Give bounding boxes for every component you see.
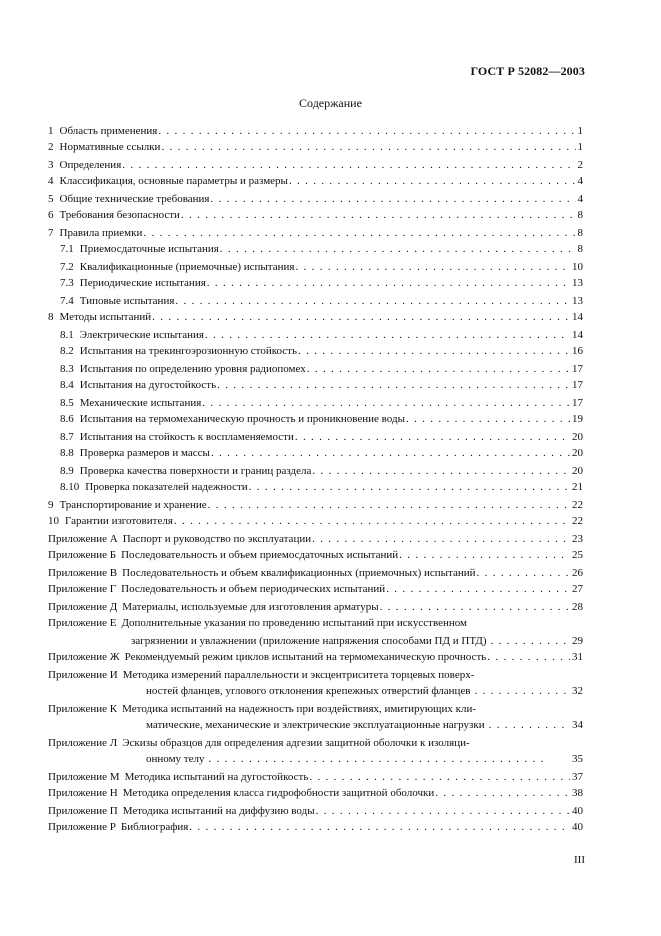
dot-leader (307, 362, 570, 376)
toc-entry-page: 17 (572, 397, 583, 409)
toc-annex-page: 34 (572, 719, 583, 731)
toc-entry-page: 20 (572, 447, 583, 459)
toc-entry-label: Правила приемки (59, 227, 143, 239)
dot-leader (477, 566, 570, 580)
toc-annex-number: Приложение В (48, 567, 118, 579)
dot-leader (406, 412, 570, 426)
dot-leader (202, 396, 570, 410)
toc-annex-continuation[interactable] (146, 752, 583, 766)
toc-annex-label: Материалы, используемые для изготовления арматуры (122, 601, 379, 613)
dot-leader (208, 752, 570, 766)
toc-entry-page: 19 (572, 413, 583, 425)
toc-entry-number: 7.1 (60, 243, 74, 255)
dot-leader (289, 174, 576, 188)
toc-entry-number: 7 (48, 227, 54, 239)
toc-entry-label: Приемосдаточные испытания (79, 243, 219, 255)
toc-entry-page: 20 (572, 465, 583, 477)
toc-annex-label-continuation: ностей фланцев, углового отклонения крепежных отверстий фланцев (146, 685, 471, 697)
toc-entry-number: 8.4 (60, 379, 74, 391)
dot-leader (435, 786, 570, 800)
toc-entry[interactable] (48, 174, 583, 188)
toc-entry-label: Определения (59, 159, 122, 171)
toc-annex-label: Паспорт и руководство по эксплуатации (122, 533, 312, 545)
toc-annex-label: Эскизы образцов для определения адгезии защитной оболочки к изоляци- (122, 737, 470, 749)
toc-entry[interactable] (48, 498, 583, 512)
toc-annex-label: Методика испытаний на надежность при воздействиях, имитирующих кли- (122, 703, 477, 715)
dot-leader (143, 226, 575, 240)
toc-entry-page: 8 (577, 243, 583, 255)
toc-annex-continuation[interactable] (131, 634, 583, 648)
toc-entry-page: 4 (577, 175, 583, 187)
dot-leader (386, 582, 570, 596)
toc-entry-label: Механические испытания (79, 397, 202, 409)
dot-leader (489, 718, 570, 732)
toc-annex-label: Последовательность и объем квалификационных (приемочных) испытаний (122, 567, 476, 579)
toc-entry-number: 3 (48, 159, 54, 171)
dot-leader (249, 480, 570, 494)
toc-annex-label-continuation: онному телу (146, 753, 205, 765)
toc-entry-number: 7.2 (60, 261, 74, 273)
dot-leader (474, 684, 570, 698)
toc-entry-label: Методы испытаний (59, 311, 152, 323)
toc-annex-continuation[interactable] (146, 684, 583, 698)
toc-entry-number: 8.8 (60, 447, 74, 459)
dot-leader (181, 208, 576, 222)
toc-annex-entry[interactable] (48, 736, 583, 750)
toc-annex-entry[interactable] (48, 820, 583, 834)
toc-annex-page: 28 (572, 601, 583, 613)
dot-leader (295, 260, 570, 274)
toc-entry-number: 7.4 (60, 295, 74, 307)
toc-annex-entry[interactable] (48, 668, 583, 682)
toc-entry-page: 17 (572, 379, 583, 391)
toc-entry[interactable] (48, 140, 583, 154)
toc-entry-label: Испытания на трекингоэрозионную стойкость (79, 345, 297, 357)
toc-entry-number: 7.3 (60, 277, 74, 289)
toc-entry-page: 8 (577, 227, 583, 239)
dot-leader (175, 294, 570, 308)
toc-annex-label: Дополнительные указания по проведению испытаний при искусственном (121, 617, 467, 629)
toc-annex-label-continuation: матические, механические и электрические эксплуатационные нагрузки (146, 719, 485, 731)
dot-leader (316, 804, 570, 818)
toc-entry-page: 4 (577, 193, 583, 205)
toc-annex-page: 23 (572, 533, 583, 545)
toc-entry-page: 10 (572, 261, 583, 273)
toc-entry-number: 5 (48, 193, 54, 205)
toc-entry-number: 8 (48, 311, 54, 323)
toc-entry-page: 8 (577, 209, 583, 221)
toc-annex-page: 29 (572, 635, 583, 647)
dot-leader (309, 770, 570, 784)
toc-entry[interactable] (60, 294, 583, 308)
toc-entry-page: 13 (572, 295, 583, 307)
toc-entry-page: 13 (572, 277, 583, 289)
toc-entry[interactable] (60, 464, 583, 478)
toc-annex-number: Приложение Е (48, 617, 117, 629)
toc-annex-label: Последовательность и объем периодических испытаний (121, 583, 386, 595)
dot-leader (189, 820, 570, 834)
toc-entry-label: Гарантии изготовителя (65, 515, 173, 527)
dot-leader (298, 344, 570, 358)
toc-entry[interactable] (60, 260, 583, 274)
toc-entry-label: Проверка качества поверхности и границ раздела (79, 465, 312, 477)
toc-entry-label: Классификация, основные параметры и размеры (59, 175, 288, 187)
toc-entry-number: 2 (48, 141, 54, 153)
toc-entry-number: 8.9 (60, 465, 74, 477)
toc-entry[interactable] (48, 226, 583, 240)
dot-leader (161, 140, 575, 154)
toc-entry-label: Общие технические требования (59, 193, 210, 205)
page-number: III (574, 854, 585, 866)
toc-entry-page: 22 (572, 515, 583, 527)
toc-annex-label: Последовательность и объем приемосдаточных испытаний (121, 549, 399, 561)
toc-entry[interactable] (48, 158, 583, 172)
dot-leader (210, 192, 575, 206)
dot-leader (208, 498, 570, 512)
toc-annex-number: Приложение П (48, 805, 118, 817)
toc-entry[interactable] (60, 446, 583, 460)
toc-entry-page: 1 (577, 125, 583, 137)
toc-entry[interactable] (48, 124, 583, 138)
dot-leader (312, 532, 570, 546)
toc-entry-label: Электрические испытания (79, 329, 204, 341)
toc-entry[interactable] (48, 208, 583, 222)
toc-annex-continuation[interactable] (146, 718, 583, 732)
dot-leader (205, 328, 570, 342)
toc-annex-entry[interactable] (48, 582, 583, 596)
toc-annex-page: 31 (572, 651, 583, 663)
toc-entry-number: 8.2 (60, 345, 74, 357)
toc-annex-number: Приложение Ж (48, 651, 120, 663)
toc-entry-label: Требования безопасности (59, 209, 180, 221)
toc-entry[interactable] (60, 362, 583, 376)
toc-annex-page: 40 (572, 821, 583, 833)
toc-annex-entry[interactable] (48, 616, 583, 630)
dot-leader (217, 378, 570, 392)
toc-entry[interactable] (60, 276, 583, 290)
dot-leader (174, 514, 570, 528)
toc-annex-number: Приложение Р (48, 821, 116, 833)
toc-annex-number: Приложение А (48, 533, 118, 545)
toc-entry[interactable] (60, 430, 583, 444)
toc-entry-label: Область применения (59, 125, 158, 137)
toc-entry-label: Квалификационные (приемочные) испытания (79, 261, 295, 273)
toc-entry[interactable] (48, 514, 583, 528)
toc-entry-number: 8.3 (60, 363, 74, 375)
toc-annex-number: Приложение К (48, 703, 118, 715)
toc-entry-number: 10 (48, 515, 59, 527)
toc-annex-number: Приложение М (48, 771, 120, 783)
toc-entry-page: 1 (577, 141, 583, 153)
dot-leader (211, 446, 570, 460)
toc-entry-page: 2 (577, 159, 583, 171)
toc-annex-entry[interactable] (48, 566, 583, 580)
toc-annex-page: 38 (572, 787, 583, 799)
toc-annex-label-continuation: загрязнении и увлажнении (приложение напряжения способами ПД и ПТД) (131, 635, 487, 647)
toc-entry-label: Проверка размеров и массы (79, 447, 210, 459)
toc-entry-page: 14 (572, 311, 583, 323)
toc-entry-number: 8.7 (60, 431, 74, 443)
dot-leader (491, 634, 570, 648)
toc-annex-entry[interactable] (48, 804, 583, 818)
toc-entry[interactable] (48, 192, 583, 206)
toc-entry-label: Нормативные ссылки (59, 141, 161, 153)
toc-entry-number: 6 (48, 209, 54, 221)
toc-entry-label: Испытания на термомеханическую прочность и проникновение воды (79, 413, 405, 425)
toc-entry-page: 22 (572, 499, 583, 511)
toc-annex-number: Приложение Л (48, 737, 118, 749)
toc-entry-page: 16 (572, 345, 583, 357)
toc-annex-page: 26 (572, 567, 583, 579)
toc-entry-label: Типовые испытания (79, 295, 175, 307)
toc-annex-page: 32 (572, 685, 583, 697)
toc-entry-page: 17 (572, 363, 583, 375)
dot-leader (220, 242, 576, 256)
toc-entry-number: 8.1 (60, 329, 74, 341)
toc-entry[interactable] (60, 396, 583, 410)
dot-leader (122, 158, 575, 172)
toc-annex-page: 35 (572, 753, 583, 765)
toc-entry-number: 4 (48, 175, 54, 187)
dot-leader (399, 548, 570, 562)
toc-entry[interactable] (60, 480, 583, 494)
toc-annex-entry[interactable] (48, 532, 583, 546)
toc-entry-label: Испытания на стойкость к воспламеняемости (79, 431, 294, 443)
dot-leader (152, 310, 570, 324)
toc-annex-label: Методика испытаний на дугостойкость (124, 771, 309, 783)
toc-entry-label: Испытания по определению уровня радиопомех (79, 363, 306, 375)
toc-entry-page: 14 (572, 329, 583, 341)
dot-leader (207, 276, 570, 290)
toc-annex-number: Приложение Д (48, 601, 118, 613)
toc-entry[interactable] (60, 344, 583, 358)
toc-entry[interactable] (60, 328, 583, 342)
toc-annex-page: 27 (572, 583, 583, 595)
page-title: Содержание (299, 96, 362, 110)
toc-annex-number: Приложение И (48, 669, 118, 681)
toc-entry[interactable] (60, 242, 583, 256)
toc-entry-number: 8.5 (60, 397, 74, 409)
dot-leader (158, 124, 575, 138)
toc-annex-label: Библиография (120, 821, 189, 833)
toc-entry-page: 20 (572, 431, 583, 443)
toc-annex-page: 37 (572, 771, 583, 783)
toc-entry-page: 21 (572, 481, 583, 493)
dot-leader (312, 464, 570, 478)
dot-leader (295, 430, 570, 444)
toc-annex-entry[interactable] (48, 650, 583, 664)
toc-annex-number: Приложение Н (48, 787, 118, 799)
toc-annex-entry[interactable] (48, 786, 583, 800)
toc-annex-label: Методика определения класса гидрофобности защитной оболочки (122, 787, 435, 799)
dot-leader (380, 600, 570, 614)
toc-entry-number: 9 (48, 499, 54, 511)
toc-entry[interactable] (60, 412, 583, 426)
toc-annex-entry[interactable] (48, 702, 583, 716)
toc-entry-number: 8.6 (60, 413, 74, 425)
document-code: ГОСТ Р 52082—2003 (470, 64, 585, 78)
toc-annex-label: Методика испытаний на диффузию воды (122, 805, 315, 817)
toc-entry-number: 1 (48, 125, 54, 137)
toc-annex-number: Приложение Г (48, 583, 117, 595)
toc-entry-label: Испытания на дугостойкость (79, 379, 217, 391)
toc-entry-label: Проверка показателей надежности (85, 481, 248, 493)
toc-entry[interactable] (48, 310, 583, 324)
toc-entry-label: Периодические испытания (79, 277, 206, 289)
toc-annex-entry[interactable] (48, 600, 583, 614)
toc-annex-label: Рекомендуемый режим циклов испытаний на термомеханическую прочность (124, 651, 487, 663)
toc-annex-page: 25 (572, 549, 583, 561)
dot-leader (487, 650, 570, 664)
toc-annex-page: 40 (572, 805, 583, 817)
toc-annex-label: Методика измерений параллельности и эксцентриситета торцевых поверх- (122, 669, 475, 681)
toc-entry[interactable] (60, 378, 583, 392)
toc-annex-entry[interactable] (48, 548, 583, 562)
toc-annex-entry[interactable] (48, 770, 583, 784)
toc-entry-number: 8.10 (60, 481, 80, 493)
toc-annex-number: Приложение Б (48, 549, 117, 561)
toc-entry-label: Транспортирование и хранение (59, 499, 207, 511)
